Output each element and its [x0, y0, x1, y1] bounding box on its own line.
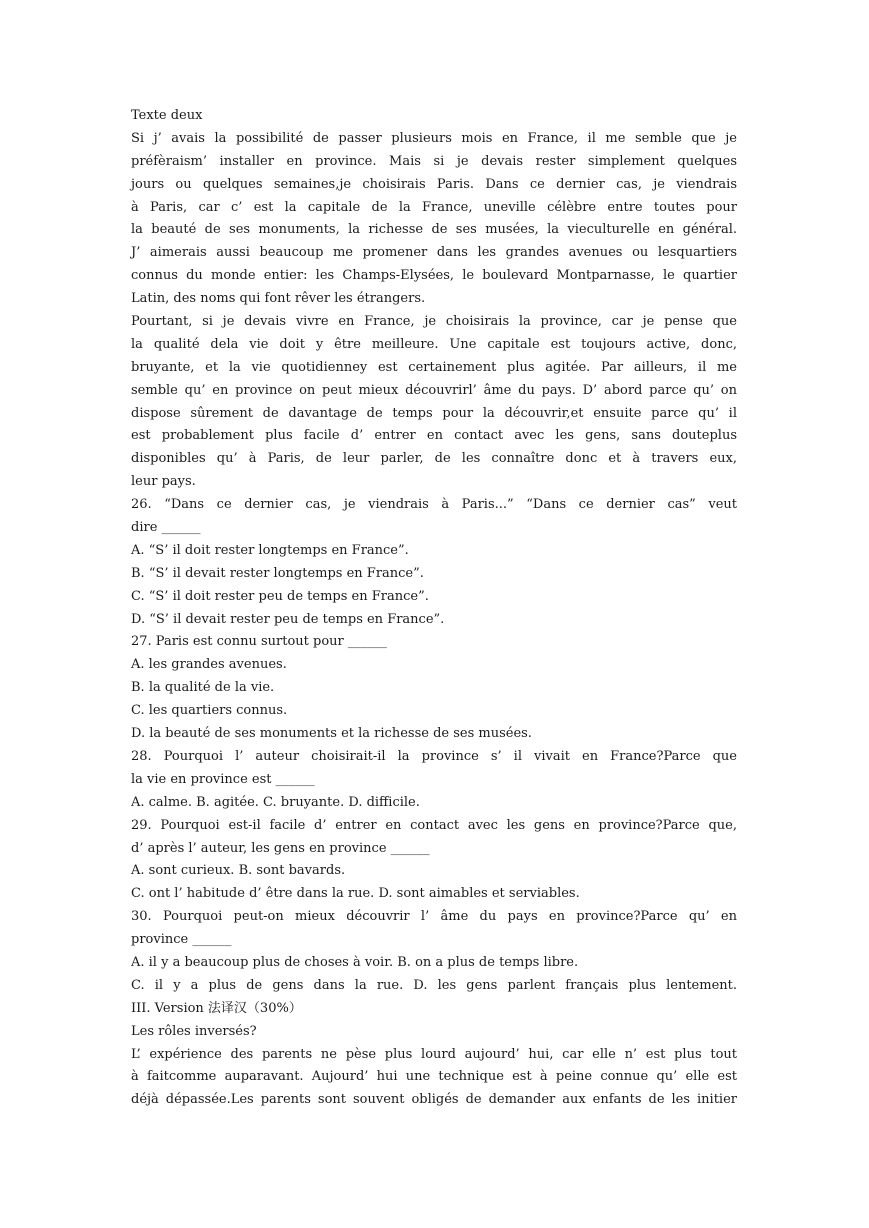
answer-option: C. il y a plus de gens dans la rue. D. les gens parlent français plus lentement. — [131, 977, 737, 993]
answer-option: A. les grandes avenues. — [131, 657, 287, 673]
answer-option: C. “S’ il doit rester peu de temps en France”. — [131, 588, 429, 604]
answer-option: B. “S’ il devait rester longtemps en France”. — [131, 565, 424, 581]
answer-option: A. il y a beaucoup plus de choses à voir. B. on a plus de temps libre. — [131, 954, 579, 970]
paragraph-1 — [131, 128, 737, 311]
paragraph-line: Latin, des noms qui font rêver les étrangers. — [131, 291, 426, 307]
paragraph-line: à faitcomme auparavant. Aujourd’ hui une technique est à peine connue qu’ elle est — [131, 1069, 737, 1085]
paragraph-line: leur pays. — [131, 474, 196, 490]
question-stem: 27. Paris est connu surtout pour ______ — [131, 634, 387, 650]
answer-option: C. ont l’ habitude d’ être dans la rue. D. sont aimables et serviables. — [131, 886, 580, 902]
question-stem: 26. “Dans ce dernier cas, je viendrais à Paris...” “Dans ce dernier cas” veut — [131, 497, 737, 513]
document-page — [131, 105, 737, 1112]
question-27 — [131, 631, 737, 745]
text-heading: Texte deux — [131, 108, 203, 123]
paragraph-line: la qualité dela vie doit y être meilleure. Une capitale est toujours active, donc, — [131, 336, 737, 352]
question-stem: la vie en province est ______ — [131, 771, 315, 787]
paragraph-line: la beauté de ses monuments, la richesse de ses musées, la vieculturelle en général. — [131, 222, 737, 238]
question-29 — [131, 815, 737, 907]
paragraph-line: Si j’ avais la possibilité de passer plusieurs mois en France, il me semble que je — [131, 130, 737, 146]
question-28 — [131, 746, 737, 815]
question-26 — [131, 494, 737, 631]
answer-option: A. calme. B. agitée. C. bruyante. D. difficile. — [131, 794, 420, 810]
section-three — [131, 998, 737, 1112]
paragraph-line: L’ expérience des parents ne pèse plus lourd aujourd’ hui, car elle n’ est plus tout — [131, 1046, 737, 1062]
paragraph-line: bruyante, et la vie quotidienney est certainement plus agitée. Par ailleurs, il me — [131, 359, 737, 375]
paragraph-line: à Paris, car c’ est la capitale de la France, uneville célèbre entre toutes pour — [131, 199, 737, 215]
question-stem: 30. Pourquoi peut-on mieux découvrir l’ âme du pays en province?Parce qu’ en — [131, 909, 737, 925]
paragraph-line: disponibles qu’ à Paris, de leur parler, de les connaître donc et à travers eux, — [131, 451, 737, 467]
question-stem: province ______ — [131, 932, 232, 948]
paragraph-line: jours ou quelques semaines,je choisirais Paris. Dans ce dernier cas, je viendrais — [131, 176, 737, 192]
paragraph-line: déjà dépassée.Les parents sont souvent obligés de demander aux enfants de les initier — [131, 1092, 737, 1108]
answer-option: A. “S’ il doit rester longtemps en France”. — [131, 542, 409, 558]
paragraph-line: dispose sûrement de davantage de temps pour la découvrir,et ensuite parce qu’ il — [131, 405, 737, 421]
answer-option: D. la beauté de ses monuments et la richesse de ses musées. — [131, 726, 532, 742]
answer-option: A. sont curieux. B. sont bavards. — [131, 863, 346, 879]
question-stem: d’ après l’ auteur, les gens en province ______ — [131, 840, 430, 856]
paragraph-line: J’ aimerais aussi beaucoup me promener dans les grandes avenues ou lesquartiers — [131, 245, 737, 261]
section-heading: III. Version 法译汉（30%） — [131, 1000, 302, 1016]
answer-option: D. “S’ il devait rester peu de temps en France”. — [131, 611, 445, 627]
question-30 — [131, 906, 737, 998]
section-title: Les rôles inversés? — [131, 1023, 257, 1039]
paragraph-line: préfèraism’ installer en province. Mais si je devais rester simplement quelques — [131, 153, 737, 169]
question-stem: 28. Pourquoi l’ auteur choisirait-il la province s’ il vivait en France?Parce que — [131, 748, 737, 764]
paragraph-line: Pourtant, si je devais vivre en France, je choisirais la province, car je pense que — [131, 314, 737, 330]
paragraph-line: connus du monde entier: les Champs-Elysées, le boulevard Montparnasse, le quartier — [131, 268, 737, 284]
question-stem: 29. Pourquoi est-il facile d’ entrer en contact avec les gens en province?Parce que, — [131, 817, 737, 833]
paragraph-line: semble qu’ en province on peut mieux découvrirl’ âme du pays. D’ abord parce qu’ on — [131, 382, 737, 398]
paragraph-2 — [131, 311, 737, 494]
answer-option: B. la qualité de la vie. — [131, 680, 275, 696]
paragraph-line: est probablement plus facile d’ entrer en contact avec les gens, sans douteplus — [131, 428, 737, 444]
answer-option: C. les quartiers connus. — [131, 703, 288, 719]
question-stem: dire ______ — [131, 520, 201, 536]
